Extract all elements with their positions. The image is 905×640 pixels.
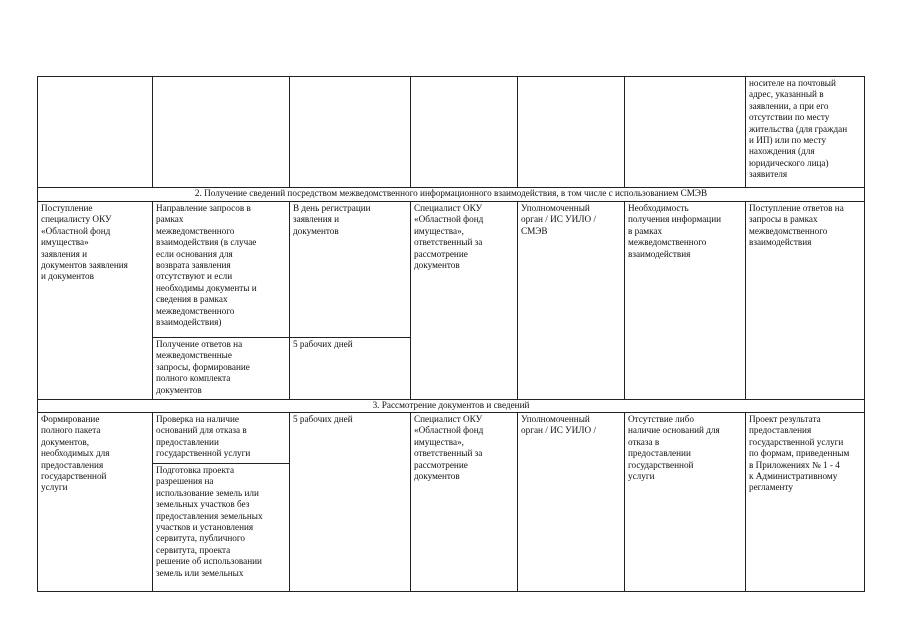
section-2-title: 2. Получение сведений посредством межведомственного информационного взаимодействия, в том числе с использованием СМЭВ (38, 188, 865, 202)
cell-action-content: Подготовка проекта разрешения на использование земель или земельных участков без предоставления земельных участков и установления сервитута, публичного сервитута, проекта решение об использовании земель или земельных (153, 464, 290, 592)
cell-result: Поступление ответов на запросы в рамках межведомственного взаимодействия (746, 202, 865, 400)
cell-duration: 5 рабочих дней (290, 413, 411, 592)
section-row (38, 188, 865, 202)
cell-responsible: Специалист ОКУ «Областной фонд имущества», ответственный за рассмотрение документов (411, 413, 518, 592)
cell-duration: 5 рабочих дней (290, 338, 411, 400)
cell-criteria: Необходимость получения информации в рамках межведомственного взаимодействия (625, 202, 746, 400)
cell-result: Проект результата предоставления государственной услуги по формам, приведенным в Приложениях № 1 - 4 к Административному регламенту (746, 413, 865, 592)
section-row (38, 400, 865, 413)
cell-criteria: Отсутствие либо наличие оснований для отказа в предоставлении государственной услуги (625, 413, 746, 592)
cell-responsible (411, 77, 518, 188)
cell-action-content: Направление запросов в рамках межведомственного взаимодействия (в случае если основания для возврата заявления отсутствуют и если необходимы документы и сведения в рамках межведомственного взаимодействия) (153, 202, 290, 338)
procedure-table (37, 76, 865, 592)
cell-action-content: Получение ответов на межведомственные запросы, формирование полного комплекта документов (153, 338, 290, 400)
cell-action-content: Проверка на наличие оснований для отказа в предоставлении государственной услуги (153, 413, 290, 464)
cell-duration: В день регистрации заявления и документов (290, 202, 411, 338)
cell-responsible: Специалист ОКУ «Областной фонд имущества», ответственный за рассмотрение документов (411, 202, 518, 400)
cell-criteria (625, 77, 746, 188)
section-3-title: 3. Рассмотрение документов и сведений (38, 400, 865, 413)
cell-action-content (153, 77, 290, 188)
cell-place (518, 77, 625, 188)
cell-action-basis (38, 77, 153, 188)
cell-duration (290, 77, 411, 188)
cell-place: Уполномоченный орган / ИС УИЛО / СМЭВ (518, 202, 625, 400)
table-row (38, 202, 865, 338)
table-row (38, 413, 865, 464)
cell-action-basis: Формирование полного пакета документов, необходимых для предоставления государственной услуги (38, 413, 153, 592)
cell-result: носителе на почтовый адрес, указанный в заявлении, а при его отсутствии по месту жительства (для граждан и ИП) или по месту нахождения (для юридического лица) заявителя (746, 77, 865, 188)
cell-action-basis: Поступление специалисту ОКУ «Областной фонд имущества» заявления и документов заявления и документов (38, 202, 153, 400)
cell-place: Уполномоченный орган / ИС УИЛО / (518, 413, 625, 592)
table-row (38, 77, 865, 188)
